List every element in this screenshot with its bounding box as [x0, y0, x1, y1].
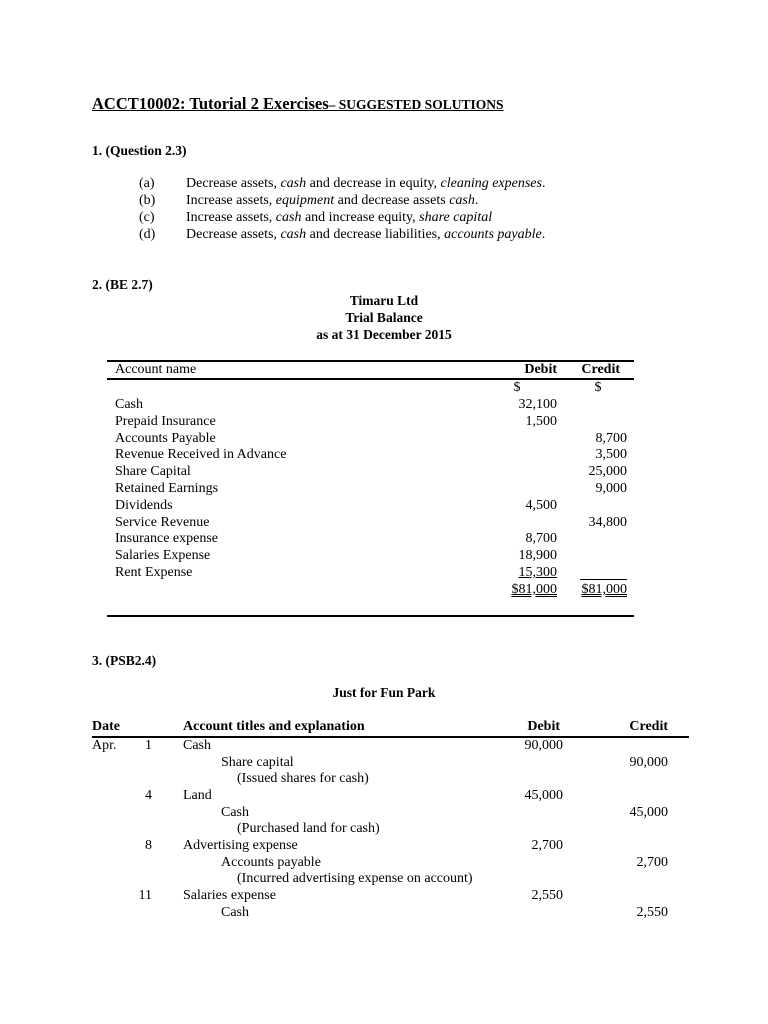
- journal-credit-account: Share capital: [221, 755, 294, 770]
- journal-day: 8: [145, 838, 152, 853]
- q1-item-part: and decrease liabilities,: [306, 227, 445, 242]
- tb-account-name: Cash: [115, 397, 143, 412]
- q1-item-part: and decrease in equity,: [306, 176, 441, 191]
- q1-item-text: [186, 176, 545, 192]
- q1-item-label: (c): [139, 210, 155, 225]
- tb-credit-subtotal-rule: [580, 579, 627, 580]
- q1-item-label: (d): [139, 227, 156, 242]
- tb-report-name: Trial Balance: [345, 310, 423, 325]
- tb-header-rule: [107, 378, 634, 380]
- journal-debit-amount: 90,000: [524, 738, 563, 753]
- tb-debit-amount: 4,500: [525, 497, 557, 513]
- tb-account-name: Insurance expense: [115, 531, 219, 547]
- tb-credit-amount: 3,500: [595, 447, 627, 463]
- tb-account-name: Revenue Received in Advance: [115, 447, 287, 463]
- tb-credit-amount: 9,000: [595, 481, 627, 496]
- q1-item-part: Decrease assets,: [186, 176, 281, 191]
- q1-item-part: cash: [275, 210, 302, 225]
- q1-item-part: Decrease assets,: [186, 227, 281, 242]
- journal-col-debit: Debit: [527, 719, 560, 734]
- journal-explanation: (Purchased land for cash): [237, 821, 380, 836]
- journal-debit-amount: 2,700: [531, 838, 563, 853]
- title-main: ACCT10002: Tutorial 2 Exercises: [92, 94, 329, 113]
- tb-credit-amount: 34,800: [588, 514, 627, 530]
- q1-item-part: Increase assets,: [186, 193, 276, 208]
- journal-explanation: (Incurred advertising expense on account): [237, 871, 473, 886]
- q3-heading: 3. (PSB2.4): [92, 653, 157, 668]
- tb-currency-credit: $: [594, 380, 602, 395]
- tb-debit-amount: 1,500: [525, 413, 557, 429]
- q1-item-label: (a): [139, 176, 155, 191]
- journal-header-rule: [92, 736, 689, 738]
- tb-account-name: Salaries Expense: [115, 548, 211, 564]
- journal-credit-account: Accounts payable: [221, 855, 321, 870]
- tb-total-debit: $81,000: [511, 582, 557, 597]
- q1-item-part: cash: [280, 176, 307, 191]
- journal-credit-account: Cash: [221, 805, 249, 820]
- tb-col-debit: Debit: [524, 362, 557, 377]
- journal-credit-amount: 2,700: [636, 855, 668, 870]
- tb-debit-amount: 18,900: [518, 548, 557, 564]
- q1-item-part: and increase equity,: [301, 210, 420, 225]
- tb-company: Timaru Ltd: [349, 293, 419, 308]
- q1-item-part: equipment: [275, 193, 335, 208]
- tb-debit-amount: 8,700: [525, 531, 557, 547]
- title-sub: – SUGGESTED SOLUTIONS: [328, 97, 504, 112]
- page-title: [92, 94, 503, 114]
- q1-item-text: [186, 210, 492, 226]
- tb-account-name: Rent Expense: [115, 565, 193, 580]
- journal-col-date: Date: [92, 719, 120, 734]
- journal-company: Just for Fun Park: [332, 685, 436, 700]
- tb-account-name: Service Revenue: [115, 514, 210, 530]
- journal-debit-account: Advertising expense: [183, 838, 298, 853]
- tb-debit-amount: 15,300: [518, 565, 557, 580]
- tb-total-credit: $81,000: [581, 582, 627, 597]
- journal-day: 11: [138, 888, 152, 903]
- journal-debit-account: Salaries expense: [183, 888, 276, 903]
- tb-col-credit: Credit: [581, 362, 620, 377]
- tb-bottom-rule: [107, 615, 634, 617]
- q1-item-text: [186, 193, 478, 209]
- journal-month: Apr.: [92, 738, 117, 753]
- q1-item-part: cleaning expenses: [440, 176, 542, 191]
- q1-item-label: (b): [139, 193, 156, 208]
- q1-item-part: cash: [449, 193, 475, 208]
- journal-debit-account: Land: [183, 788, 212, 803]
- q1-heading: 1. (Question 2.3): [92, 143, 187, 158]
- tb-col-account: Account name: [115, 362, 197, 377]
- journal-day: 1: [145, 738, 152, 753]
- journal-day: 4: [145, 788, 152, 803]
- tb-date: as at 31 December 2015: [316, 327, 452, 342]
- journal-credit-amount: 90,000: [629, 755, 668, 770]
- journal-debit-account: Cash: [183, 738, 211, 753]
- tb-credit-amount: 8,700: [595, 430, 627, 446]
- q1-item-part: and decrease assets: [334, 193, 450, 208]
- journal-explanation: (Issued shares for cash): [237, 771, 369, 786]
- q1-item-part: .: [541, 227, 546, 242]
- journal-debit-amount: 45,000: [524, 788, 563, 803]
- tb-credit-amount: 25,000: [588, 464, 627, 480]
- journal-credit-account: Cash: [221, 905, 249, 920]
- journal-col-account: Account titles and explanation: [183, 719, 365, 734]
- tb-account-name: Dividends: [115, 497, 173, 513]
- q1-item-part: .: [541, 176, 546, 191]
- tb-currency-debit: $: [513, 380, 521, 395]
- q1-item-text: [186, 227, 545, 243]
- tb-account-name: Accounts Payable: [115, 430, 216, 446]
- q1-item-part: accounts payable: [444, 227, 542, 242]
- q1-item-part: cash: [280, 227, 307, 242]
- q1-item-part: Increase assets,: [186, 210, 276, 225]
- q2-heading: 2. (BE 2.7): [92, 277, 153, 292]
- journal-credit-amount: 2,550: [636, 905, 668, 920]
- journal-credit-amount: 45,000: [629, 805, 668, 820]
- q1-item-part: share capital: [419, 210, 493, 225]
- q1-item-part: .: [474, 193, 479, 208]
- tb-account-name: Prepaid Insurance: [115, 413, 216, 429]
- journal-col-credit: Credit: [629, 719, 668, 734]
- tb-account-name: Share Capital: [115, 464, 191, 480]
- tb-debit-amount: 32,100: [518, 397, 557, 412]
- tb-account-name: Retained Earnings: [115, 481, 219, 496]
- journal-debit-amount: 2,550: [531, 888, 563, 903]
